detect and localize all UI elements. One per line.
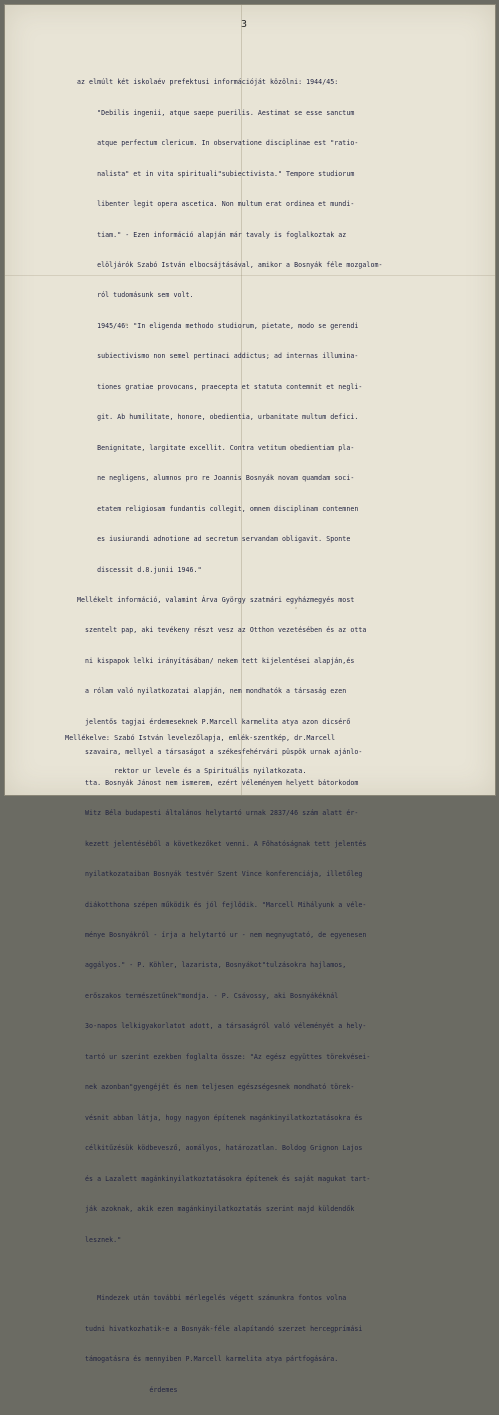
enclosures-line: rektor ur levele és a Spirituális nyilatkozata. — [65, 767, 307, 775]
paper-spot — [125, 323, 128, 326]
text-line: tta. Bosnyák Jánost nem ismerem, ezért véleményem helyett bátorkodom — [77, 778, 359, 787]
text-line: aggályos." - P. Köhler, lazarista, Bosnyákot"tulzásokra hajlamos, — [77, 961, 347, 970]
text-line: ról tudomásunk sem volt. — [77, 291, 194, 300]
text-line: szentelt pap, aki tevékeny részt vesz az Otthon vezetésében és az otta — [77, 626, 367, 635]
text-line: ni kispapok lelki irányításában/ nekem tett kijelentései alapján,és — [77, 656, 355, 665]
text-line: 3o-napos lelkigyakorlatot adott, a társaságról való véleményét a hely- — [77, 1022, 367, 1031]
enclosures-line: Mellékelve: Szabó István levelezőlapja, emlék-szentkép, dr.Marcell — [65, 734, 336, 742]
enclosures-note — [65, 711, 485, 799]
text-line: Benignitate, largitate excellit. Contra vetitum obedientiam pla- — [77, 443, 355, 452]
text-line: ménye Bosnyákról - írja a helytartó ur - nem megnyugtató, de egyenesen — [77, 931, 367, 939]
text-line: lesznek." — [77, 1235, 122, 1244]
text-line: nek azonban"gyengéjét és nem teljesen egészségesnek mondható törek- — [77, 1083, 355, 1092]
page-number: 3 — [241, 19, 248, 30]
text-line: erőszakos természetűnek"mondja. - P. Csávossy, aki Bosnyákéknál — [77, 991, 339, 1000]
text-line: etatem religiosam fundantis collegit, omnem disciplinam contemnen — [77, 504, 359, 513]
text-line: és a Lazalett magánkinyilatkoztatásokra építenek és saját magukat tart- — [77, 1174, 371, 1183]
text-line: Mellékelt információ, valamint Árva György szatmári egyházmegyés most — [77, 596, 355, 605]
text-line: az elmúlt két iskolaév prefektusi információját közölni: 1944/45: — [77, 78, 339, 87]
text-line: ne negligens, alumnos pro re Joannis Bosnyák novam quamdam soci- — [77, 474, 355, 483]
text-line: nalista" et in vita spirituali"subiectivista." Tempore studiorum — [77, 169, 355, 178]
text-line: kezett jelentéséből a következőket venni. A Főhatóságnak tett jelentés — [77, 839, 367, 848]
text-line: diákotthona szépen működik és jól fejlődik. "Marcell Mihályunk a véle- — [77, 900, 367, 909]
text-line: vésnit abban látja, hogy nagyon építenek magánkinyilatkoztatásokra és — [77, 1113, 363, 1122]
text-line: szavaira, mellyel a társaságot a székesfehérvári püspök urnak ajánlo- — [77, 748, 363, 757]
text-line: atque perfectum clericum. In observatione disciplinae est "ratio- — [77, 139, 359, 148]
text-line: a rólam való nyilatkozatai alapján, nem mondhatók a társaság ezen — [77, 687, 347, 696]
text-line: nyilatkozataiban Bosnyák testvér Szent Vince konferenciája, illetőleg — [77, 870, 363, 879]
text-line: libenter legit opera ascetica. Non multum erat ordinea et mundi- — [77, 200, 355, 209]
text-line: tiones gratiae provocans, praecepta et statuta contemnit et negli- — [77, 382, 363, 391]
text-line: es iusiurandi adnotione ad secretum servandam obligavit. Sponte — [77, 535, 351, 544]
text-line: Witz Béla budapesti általános helytartó urnak 2837/46 szám alatt ér- — [77, 809, 359, 818]
document-page — [4, 4, 496, 1394]
text-line: elöljárók Szabó István elbocsájtásával, amikor a Bosnyák féle mozgalom- — [77, 261, 383, 270]
closing-line: tudni hivatkozhatik-e a Bosnyák-féle alapítandó szerzet hercegprímási — [77, 1324, 363, 1333]
paper-spot — [295, 607, 297, 609]
text-line: célkitűzésük ködbevesző, aomályos, határozatlan. Boldog Grignon Lajos — [77, 1144, 363, 1153]
closing-line: Mindezek után további mérlegelés végett számunkra fontos volna — [77, 1294, 347, 1303]
text-line: jelentős tagjai érdemeseknek P.Marcell karmelita atya azon dicsérő — [77, 717, 351, 726]
closing-line: támogatásra és mennyiben P.Marcell karmelita atya pártfogására. — [77, 1355, 339, 1364]
text-line: discessit d.8.junii 1946." — [77, 565, 202, 574]
text-line: subiectivismo non semel pertinaci addictus; ad internas illumina- — [77, 352, 359, 361]
text-line: 1945/46: "In eligenda methodo studiorum, pietate, modo se gerendi — [77, 321, 359, 330]
text-line: tartó ur szerint ezekben foglalta össze: "Az egész együttes törekvései- — [77, 1052, 371, 1061]
text-line: git. Ab humilitate, honore, obedientia, urbanitate multum defici. — [77, 413, 359, 422]
text-line: "Debilis ingenii, atque saepe puerilis. Aestimat se esse sanctum — [77, 108, 355, 117]
text-line: ják azoknak, akik ezen magánkinyilatkoztatás szerint majd küldendők — [77, 1205, 355, 1214]
text-line: tiam." - Ezen információ alapján már tavaly is foglalkoztak az — [77, 230, 347, 239]
closing-line: érdemes — [77, 1385, 178, 1394]
